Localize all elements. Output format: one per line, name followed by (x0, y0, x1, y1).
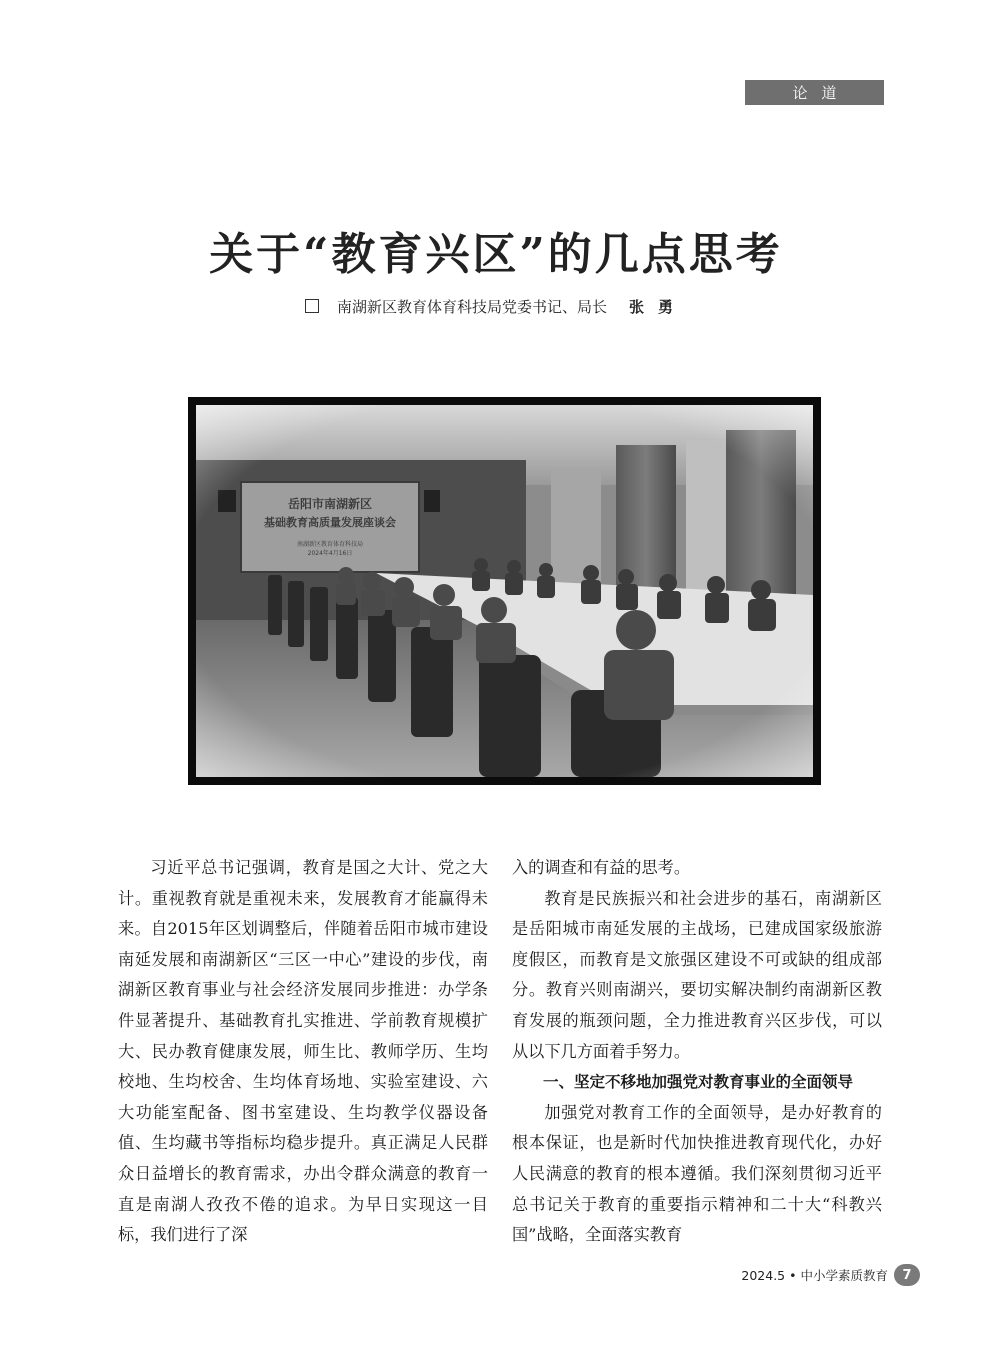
journal-name: 中小学素质教育 (800, 1268, 888, 1283)
body-column-left (118, 853, 488, 1251)
body-paragraph-continuation: 入的调查和有益的思考。 (512, 858, 691, 877)
body-column-right (512, 853, 882, 1251)
footer-separator: • (789, 1267, 797, 1283)
article-title: 关于“教育兴区”的几点思考 (209, 229, 783, 280)
page-footer (720, 1262, 920, 1288)
author-name: 张勇 (629, 298, 688, 316)
body-paragraph: 教育是民族振兴和社会进步的基石，南湖新区是岳阳城市南延发展的主战场，已建成国家级旅游度假区，而教育是文旅强区建设不可或缺的组成部分。教育兴则南湖兴，要切实解决制约南湖新区教育发展的瓶颈问题，全力推进教育兴区步伐，可以从以下几方面着手努力。 (512, 888, 882, 1061)
author-role: 南湖新区教育体育科技局党委书记、局长 (336, 298, 607, 316)
body-paragraph: 习近平总书记强调，教育是国之大计、党之大计。重视教育就是重视未来，发展教育才能赢得未来。自2015年区划调整后，伴随着岳阳市城市建设南延发展和南湖新区“三区一中心”建设的步伐，南湖新区教育事业与社会经济发展同步推进：办学条件显著提升、基础教育扎实推进、学前教育规模扩大、民办教育健康发展，师生比、教师学历、生均校地、生均校舍、生均体育场地、实验室建设、六大功能室配备、图书室建设、生均教学仪器设备值、生均藏书等指标均稳步提升。真正满足人民群众日益增长的教育需求，办出令群众满意的教育一直是南湖人孜孜不倦的追求。为早日实现这一目标，我们进行了深 (118, 858, 488, 1245)
meeting-photo (188, 397, 821, 785)
issue-number: 2024.5 (741, 1267, 786, 1283)
meeting-photo-illustration (196, 405, 813, 777)
body-paragraph: 加强党对教育工作的全面领导，是办好教育的根本保证，也是新时代加快推进教育现代化，办好人民满意的教育的根本遵循。我们深刻贯彻习近平总书记关于教育的重要指示精神和二十大“科教兴国”战略，全面落实教育 (512, 1102, 882, 1245)
column-tag: 论道 (745, 80, 884, 105)
square-bullet-icon (305, 299, 319, 313)
byline (0, 296, 992, 317)
section-heading: 一、坚定不移地加强党对教育事业的全面领导 (543, 1073, 854, 1092)
page-number: 7 (894, 1264, 920, 1286)
